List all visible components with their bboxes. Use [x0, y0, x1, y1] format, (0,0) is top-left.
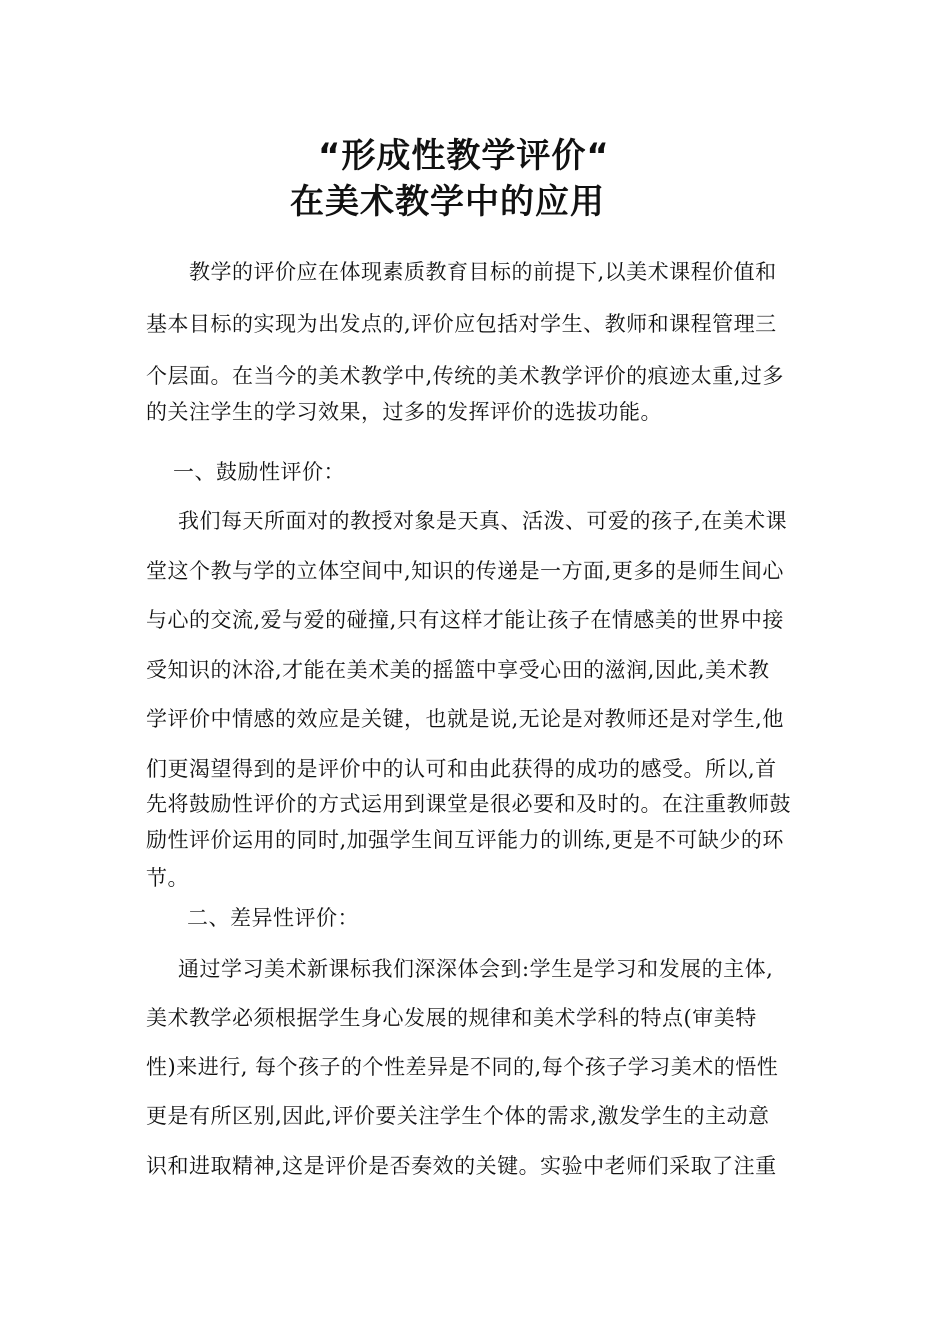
text-line: 性)来进行, 每个孩子的个性差异是不同的,每个孩子学习美术的悟性 — [146, 1055, 779, 1079]
text-line: 堂这个教与学的立体空间中,知识的传递是一方面,更多的是师生间心 — [146, 559, 784, 583]
text-line: 励性评价运用的同时,加强学生间互评能力的训练,更是不可缺少的环 — [146, 828, 784, 852]
document-title-line-2: 在美术教学中的应用 — [290, 182, 605, 222]
text-line: 教学的评价应在体现素质教育目标的前提下,以美术课程价值和 — [189, 260, 777, 284]
section-heading: 二、差异性评价： — [187, 906, 359, 930]
text-line: 们更渴望得到的是评价中的认可和由此获得的成功的感受。所以,首 — [146, 757, 777, 781]
text-line: 我们每天所面对的教授对象是天真、活泼、可爱的孩子,在美术课 — [178, 509, 788, 533]
section-heading: 一、鼓励性评价： — [173, 460, 345, 484]
text-line: 识和进取精神,这是评价是否奏效的关键。实验中老师们采取了注重 — [146, 1154, 777, 1178]
text-line: 受知识的沐浴,才能在美术美的摇篮中享受心田的滋润,因此,美术教 — [146, 658, 770, 682]
text-line: 先将鼓励性评价的方式运用到课堂是很必要和及时的。在注重教师鼓 — [146, 792, 791, 816]
text-line: 美术教学必须根据学生身心发展的规律和美术学科的特点(审美特 — [146, 1006, 757, 1030]
text-line: 学评价中情感的效应是关键，也就是说,无论是对教师还是对学生,他 — [146, 707, 784, 731]
text-line: 更是有所区别,因此,评价要关注学生个体的需求,激发学生的主动意 — [146, 1104, 770, 1128]
text-line: 的关注学生的学习效果，过多的发挥评价的选拔功能。 — [146, 400, 662, 424]
text-line: 基本目标的实现为出发点的,评价应包括对学生、教师和课程管理三 — [146, 312, 777, 336]
document-title-line-1: “形成性教学评价“ — [318, 136, 610, 176]
text-line: 节。 — [146, 866, 189, 890]
text-line: 与心的交流,爱与爱的碰撞,只有这样才能让孩子在情感美的世界中接 — [146, 608, 784, 632]
text-line: 个层面。在当今的美术教学中,传统的美术教学评价的痕迹太重,过多 — [146, 364, 784, 388]
text-line: 通过学习美术新课标我们深深体会到:学生是学习和发展的主体, — [178, 957, 774, 981]
